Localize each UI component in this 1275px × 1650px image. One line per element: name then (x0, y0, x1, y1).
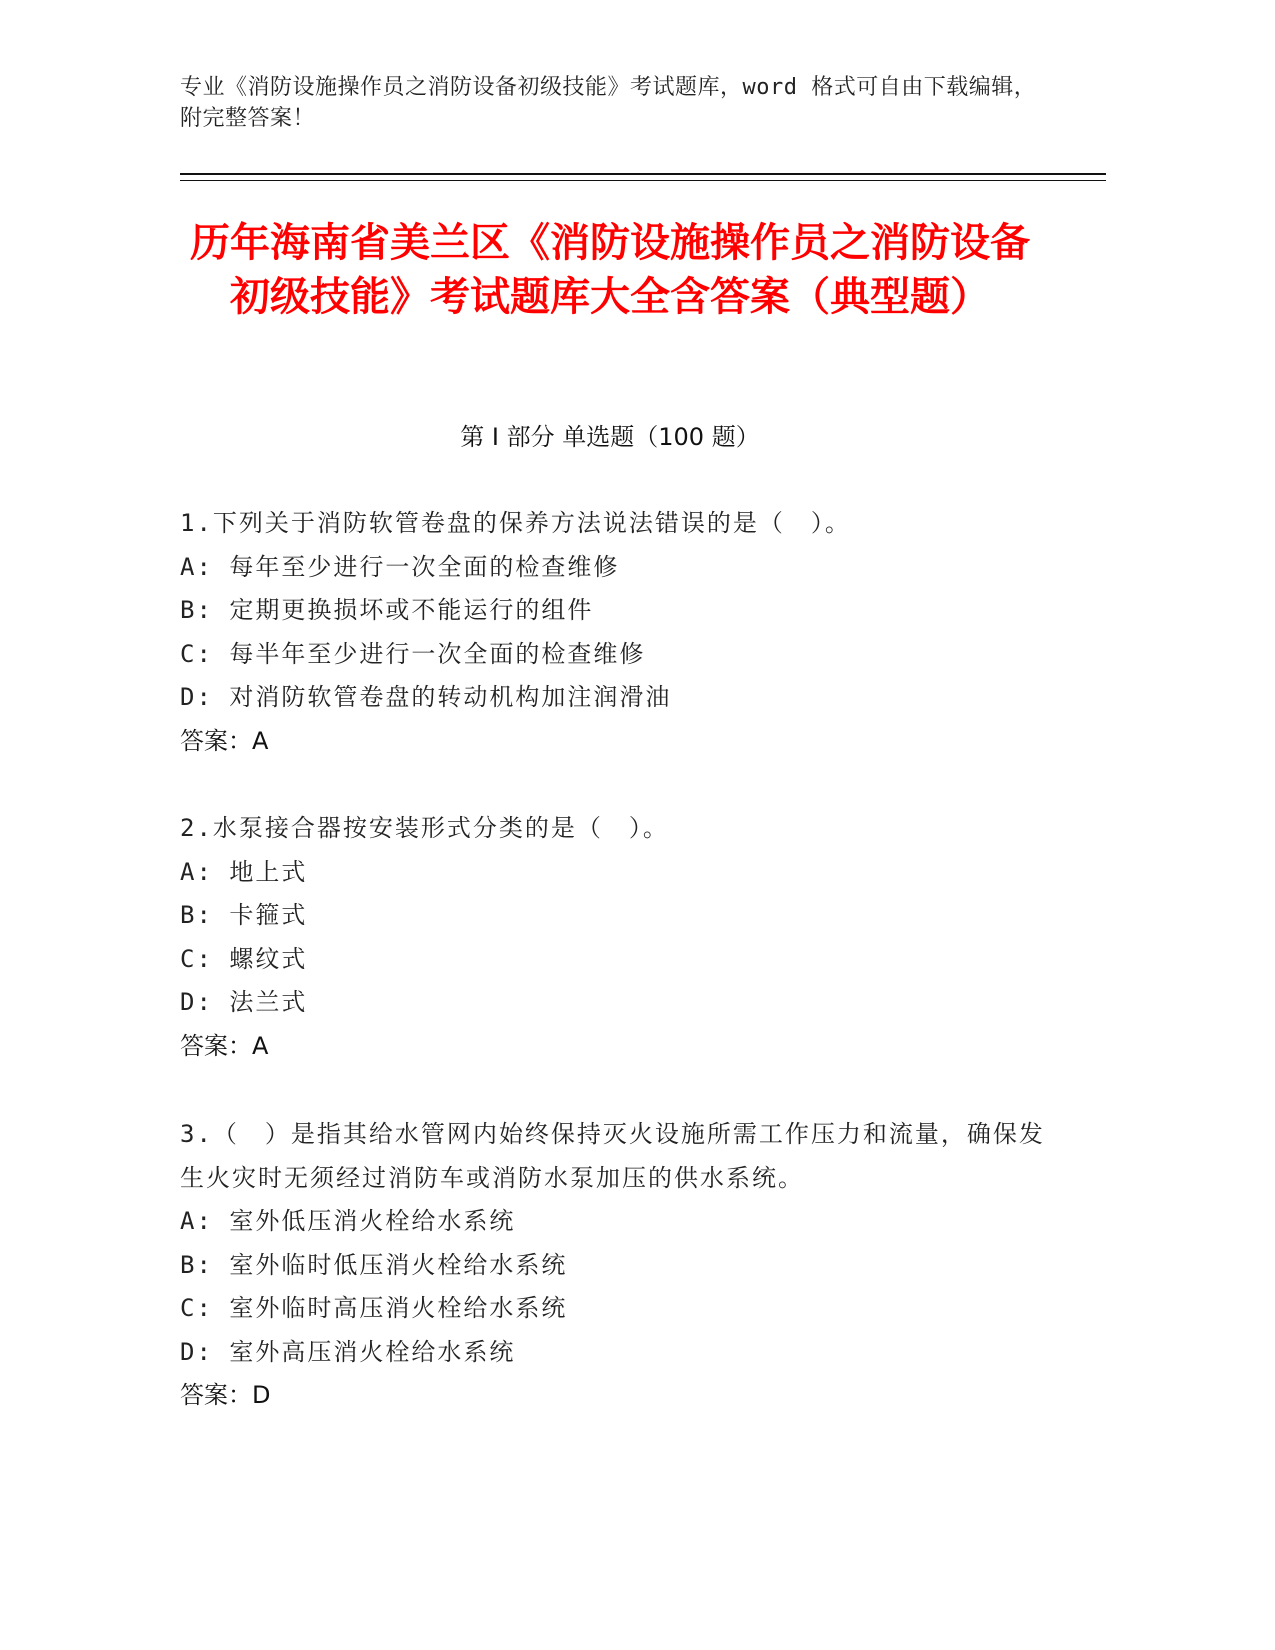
header-note: 专业《消防设施操作员之消防设备初级技能》考试题库，word 格式可自由下载编辑，附完整答案！ (180, 75, 1037, 131)
document-title: 历年海南省美兰区《消防设施操作员之消防设备初级技能》考试题库大全含答案（典型题） (190, 220, 1030, 320)
answer-line: 答案：A (180, 726, 269, 755)
option-b: B: 卡箍式 (180, 901, 308, 929)
section-title: 第 I 部分 单选题（100 题） (460, 423, 760, 451)
question-1 (180, 502, 1060, 763)
option-a: A: 室外低压消火栓给水系统 (180, 1207, 516, 1235)
question-2 (180, 807, 1060, 1068)
option-c: C: 室外临时高压消火栓给水系统 (180, 1294, 568, 1322)
header-divider-thick (180, 173, 1106, 175)
option-a: A: 每年至少进行一次全面的检查维修 (180, 552, 620, 581)
question-3 (180, 1113, 1060, 1418)
option-b: B: 定期更换损坏或不能运行的组件 (180, 596, 594, 624)
option-d: D: 对消防软管卷盘的转动机构加注润滑油 (180, 683, 672, 711)
answer-line: 答案：D (180, 1381, 271, 1409)
option-c: C: 每半年至少进行一次全面的检查维修 (180, 639, 646, 668)
option-d: D: 室外高压消火栓给水系统 (180, 1337, 516, 1366)
question-stem: 3.（ ）是指其给水管网内始终保持灭火设施所需工作压力和流量，确保发生火灾时无须经过消防车或消防水泵加压的供水系统。 (180, 1120, 1045, 1192)
answer-line: 答案：A (180, 1031, 269, 1060)
option-d: D: 法兰式 (180, 988, 308, 1016)
option-a: A: 地上式 (180, 857, 308, 886)
question-stem: 1.下列关于消防软管卷盘的保养方法说法错误的是（ ）。 (180, 509, 851, 537)
header-divider-thin (180, 180, 1106, 181)
question-stem: 2.水泵接合器按安装形式分类的是（ ）。 (180, 814, 669, 842)
option-b: B: 室外临时低压消火栓给水系统 (180, 1250, 568, 1279)
option-c: C: 螺纹式 (180, 944, 308, 973)
